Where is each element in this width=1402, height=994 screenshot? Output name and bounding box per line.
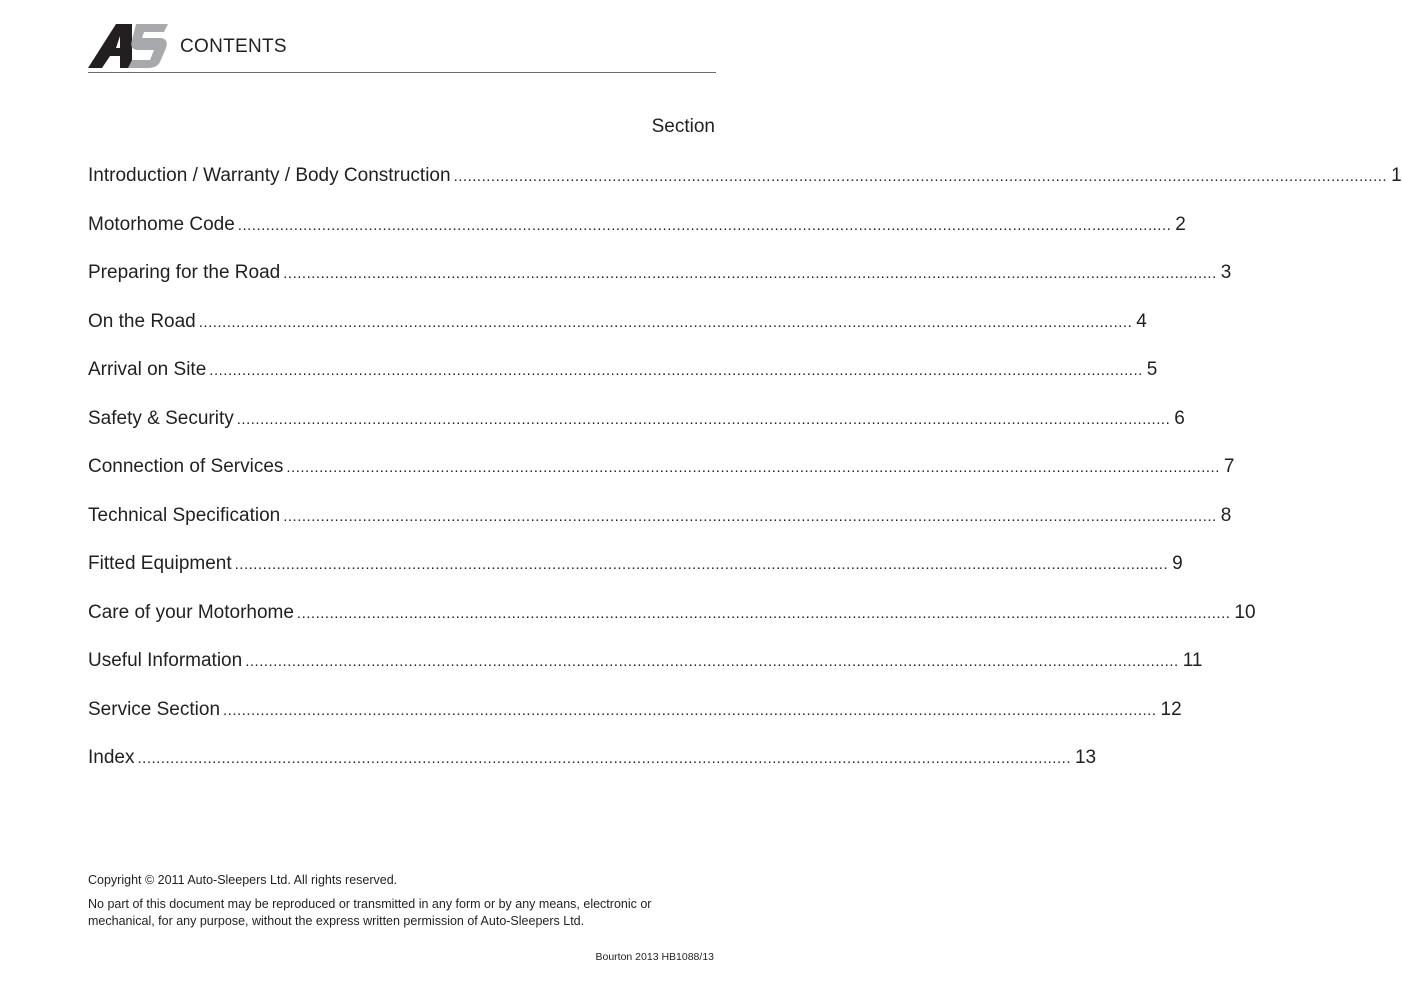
toc-entry[interactable] (88, 358, 1158, 407)
toc-entry-title: Motorhome Code (88, 213, 235, 235)
toc-entry[interactable] (88, 746, 1097, 795)
dot-leader: ........................................................................................................................................................................................................ (245, 653, 1179, 670)
toc-entry-section: 6 (1174, 407, 1185, 429)
toc-entry-section: 1 (1391, 165, 1402, 186)
toc-entry-section: 8 (1220, 504, 1232, 526)
toc-entry-section: 2 (1175, 213, 1186, 235)
toc-entry[interactable] (88, 504, 1232, 553)
toc-entry-section: 3 (1220, 262, 1232, 283)
toc-entry-title: Useful Information (88, 650, 243, 671)
toc-entry-title: On the Road (88, 310, 196, 332)
toc-entry-section: 7 (1223, 456, 1235, 477)
toc-entry-title: Index (88, 747, 135, 768)
toc-entry-title: Preparing for the Road (88, 262, 281, 283)
page-title: CONTENTS (180, 36, 287, 57)
toc-entry-section: 9 (1172, 553, 1183, 574)
dot-leader: ........................................................................................................................................................................................................ (223, 701, 1157, 719)
dot-leader: ........................................................................................................................................................................................................ (237, 216, 1172, 234)
auto-sleepers-logo (88, 22, 170, 70)
toc-entry[interactable] (88, 601, 1256, 650)
toc-entry-title: Care of your Motorhome (88, 601, 294, 623)
toc-entry-section: 13 (1074, 747, 1097, 768)
toc-entry-title: Technical Specification (88, 504, 281, 526)
document-reference: Bourton 2013 HB1088/13 (595, 951, 714, 963)
header-divider (88, 72, 716, 73)
page-header (88, 20, 716, 76)
toc-entry-title: Introduction / Warranty / Body Construction (88, 165, 451, 186)
toc-entry-section: 12 (1160, 698, 1182, 720)
dot-leader: ........................................................................................................................................................................................................ (286, 459, 1220, 476)
dot-leader: ........................................................................................................................................................................................................ (137, 750, 1071, 767)
toc-entry[interactable] (88, 649, 1203, 698)
toc-entry[interactable] (88, 310, 1147, 359)
toc-entry-title: Connection of Services (88, 456, 284, 477)
toc-entry[interactable] (88, 261, 1232, 310)
toc-entry-section: 4 (1136, 310, 1147, 332)
toc-entry-title: Arrival on Site (88, 359, 207, 380)
toc-entry[interactable] (88, 455, 1235, 504)
dot-leader: ........................................................................................................................................................................................................ (296, 604, 1231, 622)
toc-entry[interactable] (88, 552, 1183, 601)
section-column-heading: Section (651, 116, 715, 137)
toc-entry-section: 5 (1146, 359, 1158, 380)
dot-leader: ........................................................................................................................................................................................................ (234, 556, 1169, 573)
dot-leader: ........................................................................................................................................................................................................ (283, 507, 1217, 525)
toc-entry[interactable] (88, 698, 1182, 747)
toc-entry[interactable] (88, 213, 1186, 262)
reproduction-notice: No part of this document may be reproduced or transmitted in any form or by any means, electronic or mechanical, for any purpose, without the express written permission of Auto-Sleepers Ltd. (88, 897, 652, 928)
dot-leader: ........................................................................................................................................................................................................ (453, 168, 1388, 185)
toc-entry[interactable] (88, 164, 1402, 213)
dot-leader: ........................................................................................................................................................................................................ (283, 265, 1217, 282)
dot-leader: ........................................................................................................................................................................................................ (198, 313, 1133, 331)
dot-leader: ........................................................................................................................................................................................................ (236, 410, 1171, 428)
copyright-notice: Copyright © 2011 Auto-Sleepers Ltd. All rights reserved. (88, 873, 398, 887)
toc-entry-title: Fitted Equipment (88, 553, 232, 574)
toc-entry-section: 10 (1234, 601, 1256, 623)
toc-entry[interactable] (88, 407, 1185, 456)
table-of-contents (88, 164, 1402, 795)
toc-entry-section: 11 (1182, 650, 1203, 671)
dot-leader: ........................................................................................................................................................................................................ (209, 362, 1143, 379)
toc-entry-title: Safety & Security (88, 407, 234, 429)
toc-entry-title: Service Section (88, 698, 221, 720)
